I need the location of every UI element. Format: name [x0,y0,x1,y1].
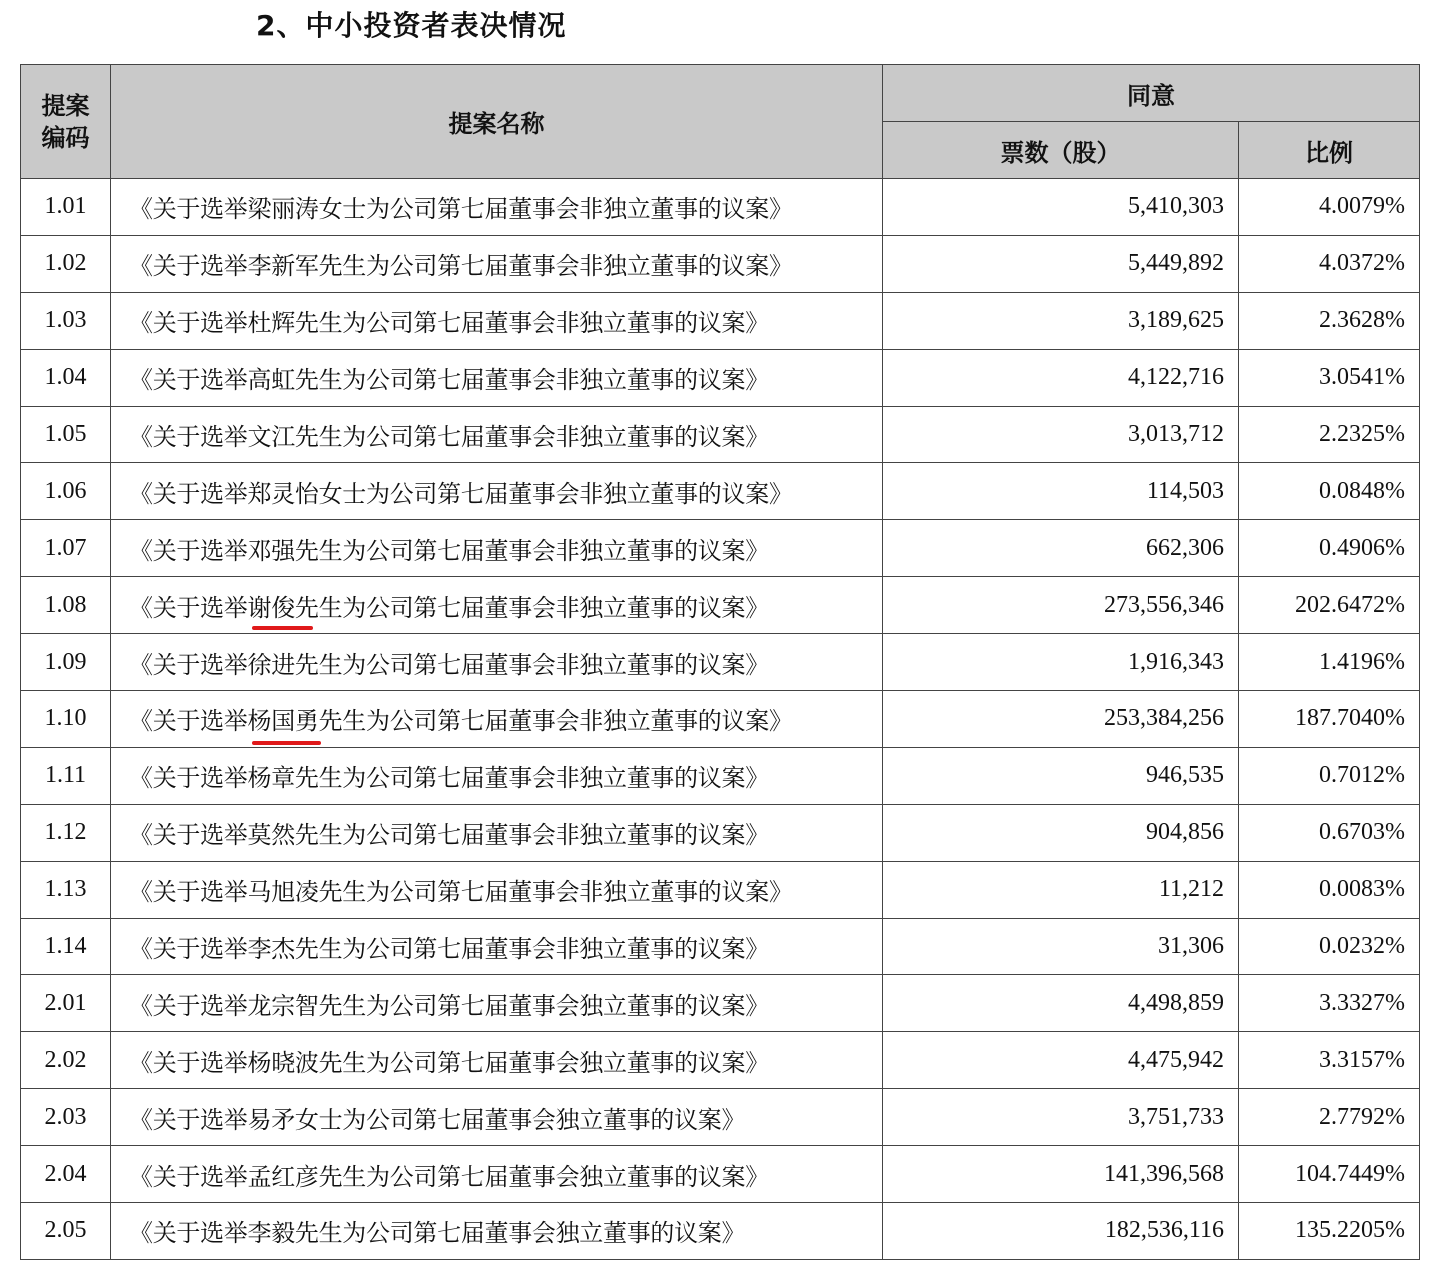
proposal-code-cell: 1.14 [21,918,111,975]
ratio-cell: 104.7449% [1239,1146,1420,1203]
votes-cell: 141,396,568 [883,1146,1239,1203]
ratio-cell: 2.2325% [1239,406,1420,463]
ratio-cell: 3.3327% [1239,975,1420,1032]
votes-cell: 182,536,116 [883,1203,1239,1260]
table-row [21,1146,1420,1203]
proposal-code-cell: 2.03 [21,1089,111,1146]
proposal-code-cell: 1.11 [21,747,111,804]
ratio-cell: 4.0079% [1239,179,1420,236]
ratio-cell: 0.4906% [1239,520,1420,577]
table-row [21,463,1420,520]
votes-cell: 4,498,859 [883,975,1239,1032]
votes-cell: 5,449,892 [883,235,1239,292]
red-underline-mark-1-10 [252,741,321,745]
proposal-name-cell: 《关于选举杨晓波先生为公司第七届董事会独立董事的议案》 [111,1032,883,1089]
table-row [21,747,1420,804]
votes-cell: 11,212 [883,861,1239,918]
votes-cell: 1,916,343 [883,634,1239,691]
proposal-code-cell: 2.05 [21,1203,111,1260]
table-row [21,292,1420,349]
votes-cell: 904,856 [883,804,1239,861]
proposal-code-cell: 2.01 [21,975,111,1032]
proposal-name-cell: 《关于选举李新军先生为公司第七届董事会非独立董事的议案》 [111,235,883,292]
table-row [21,179,1420,236]
proposal-name-cell: 《关于选举龙宗智先生为公司第七届董事会独立董事的议案》 [111,975,883,1032]
proposal-name-cell: 《关于选举李毅先生为公司第七届董事会独立董事的议案》 [111,1203,883,1260]
proposal-name-cell: 《关于选举杜辉先生为公司第七届董事会非独立董事的议案》 [111,292,883,349]
ratio-cell: 135.2205% [1239,1203,1420,1260]
proposal-name-cell: 《关于选举杨章先生为公司第七届董事会非独立董事的议案》 [111,747,883,804]
header-ratio: 比例 [1239,122,1420,179]
votes-cell: 114,503 [883,463,1239,520]
table-row [21,235,1420,292]
proposal-name-cell: 《关于选举谢俊先生为公司第七届董事会非独立董事的议案》 [111,577,883,634]
proposal-code-cell: 1.09 [21,634,111,691]
votes-cell: 4,122,716 [883,349,1239,406]
table-row [21,406,1420,463]
votes-cell: 4,475,942 [883,1032,1239,1089]
ratio-cell: 0.0848% [1239,463,1420,520]
table-row [21,520,1420,577]
proposal-name-cell: 《关于选举邓强先生为公司第七届董事会非独立董事的议案》 [111,520,883,577]
table-row [21,918,1420,975]
voting-results-table [20,64,1420,1260]
proposal-code-cell: 2.04 [21,1146,111,1203]
votes-cell: 273,556,346 [883,577,1239,634]
proposal-name-cell: 《关于选举梁丽涛女士为公司第七届董事会非独立董事的议案》 [111,179,883,236]
proposal-code-cell: 1.02 [21,235,111,292]
votes-cell: 253,384,256 [883,691,1239,748]
proposal-code-cell: 1.13 [21,861,111,918]
table-row [21,349,1420,406]
votes-cell: 3,013,712 [883,406,1239,463]
proposal-code-cell: 1.03 [21,292,111,349]
proposal-code-cell: 1.12 [21,804,111,861]
proposal-code-cell: 1.08 [21,577,111,634]
ratio-cell: 187.7040% [1239,691,1420,748]
votes-cell: 662,306 [883,520,1239,577]
proposal-name-cell: 《关于选举易矛女士为公司第七届董事会独立董事的议案》 [111,1089,883,1146]
ratio-cell: 0.0232% [1239,918,1420,975]
header-proposal-code [21,65,111,179]
proposal-name-cell: 《关于选举孟红彦先生为公司第七届董事会独立董事的议案》 [111,1146,883,1203]
proposal-name-cell: 《关于选举徐进先生为公司第七届董事会非独立董事的议案》 [111,634,883,691]
header-proposal-name: 提案名称 [111,65,883,179]
ratio-cell: 4.0372% [1239,235,1420,292]
votes-cell: 31,306 [883,918,1239,975]
ratio-cell: 0.7012% [1239,747,1420,804]
proposal-name-cell: 《关于选举郑灵怡女士为公司第七届董事会非独立董事的议案》 [111,463,883,520]
header-agree: 同意 [883,65,1420,122]
table-row [21,1089,1420,1146]
ratio-cell: 3.0541% [1239,349,1420,406]
votes-cell: 3,189,625 [883,292,1239,349]
section-title: 2、中小投资者表决情况 [256,9,567,42]
table-row [21,1203,1420,1260]
table-row [21,975,1420,1032]
votes-cell: 3,751,733 [883,1089,1239,1146]
ratio-cell: 0.0083% [1239,861,1420,918]
ratio-cell: 0.6703% [1239,804,1420,861]
votes-cell: 946,535 [883,747,1239,804]
table-row [21,861,1420,918]
ratio-cell: 2.3628% [1239,292,1420,349]
ratio-cell: 3.3157% [1239,1032,1420,1089]
proposal-code-cell: 1.07 [21,520,111,577]
proposal-code-cell: 1.05 [21,406,111,463]
proposal-name-cell: 《关于选举文江先生为公司第七届董事会非独立董事的议案》 [111,406,883,463]
proposal-name-cell: 《关于选举杨国勇先生为公司第七届董事会非独立董事的议案》 [111,691,883,748]
header-votes: 票数（股） [883,122,1239,179]
proposal-name-cell: 《关于选举高虹先生为公司第七届董事会非独立董事的议案》 [111,349,883,406]
table-row [21,691,1420,748]
table-row [21,1032,1420,1089]
red-underline-mark-1-08 [252,626,313,630]
proposal-code-cell: 1.10 [21,691,111,748]
proposal-code-cell: 1.04 [21,349,111,406]
proposal-code-cell: 1.01 [21,179,111,236]
proposal-code-cell: 1.06 [21,463,111,520]
ratio-cell: 1.4196% [1239,634,1420,691]
votes-cell: 5,410,303 [883,179,1239,236]
proposal-name-cell: 《关于选举马旭凌先生为公司第七届董事会非独立董事的议案》 [111,861,883,918]
ratio-cell: 202.6472% [1239,577,1420,634]
table-row [21,804,1420,861]
header-proposal-code-label: 提案 编码 [41,91,90,152]
ratio-cell: 2.7792% [1239,1089,1420,1146]
proposal-name-cell: 《关于选举莫然先生为公司第七届董事会非独立董事的议案》 [111,804,883,861]
table-row [21,634,1420,691]
proposal-code-cell: 2.02 [21,1032,111,1089]
proposal-name-cell: 《关于选举李杰先生为公司第七届董事会非独立董事的议案》 [111,918,883,975]
table-row [21,577,1420,634]
